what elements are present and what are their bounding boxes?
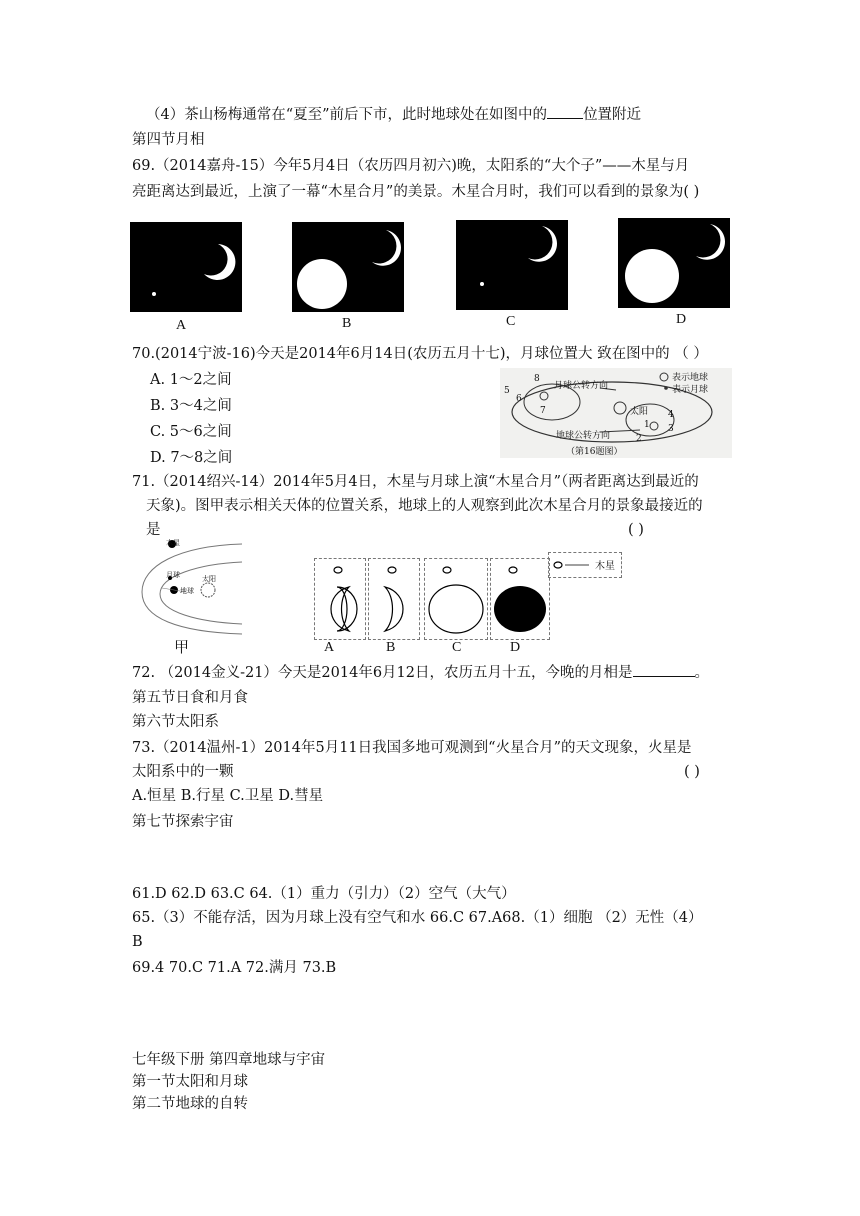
q69-option-c-image (456, 220, 568, 310)
q71-label-a: A (324, 640, 335, 655)
orbit-num-7: 7 (540, 406, 546, 416)
orbit-num-5: 5 (504, 386, 510, 396)
moon-direction: 月球公转方向 (554, 381, 609, 391)
q73-answer-paren: ( ) (684, 764, 700, 780)
legend-earth: 表示地球 (672, 373, 709, 383)
q71-line3: 是 (146, 522, 161, 538)
q70-option-a: A. 1～2之间 (150, 372, 232, 388)
q68-sub4: （4）茶山杨梅通常在“夏至”前后下市，此时地球处在如图中的 位置附近 (146, 104, 641, 125)
orbit-num-6: 6 (516, 394, 522, 404)
orbit-num-2: 2 (636, 434, 642, 444)
orbit-num-1: 1 (644, 420, 650, 430)
q69-label-b: B (342, 316, 352, 331)
q73-options: A.恒星 B.行星 C.卫星 D.彗星 (132, 788, 324, 804)
answer-line: 61.D 62.D 63.C 64.（1）重力（引力）（2）空气（大气） (132, 886, 516, 902)
section-heading: 第五节日食和月食 (132, 690, 248, 706)
q69-line2: 亮距离达到最近，上演了一幕“木星合月”的美景。木星合月时，我们可以看到的景象为( ) (132, 184, 700, 200)
q71-option-a-image (315, 559, 365, 639)
sun-label: 太阳 (630, 407, 649, 417)
section-heading: 第四节月相 (132, 132, 205, 148)
q73-line1: 73.（2014温州-1）2014年5月11日我国多地可观测到“火星合月”的天文现象，火星是 (132, 740, 692, 756)
q69-label-d: D (676, 312, 687, 327)
q71-option-c-image (425, 559, 487, 639)
q71-line1: 71.（2014绍兴-14）2014年5月4日，木星与月球上演“木星合月”（两者距离达到最近的 (132, 474, 699, 490)
moon-label: 月球 (166, 571, 180, 579)
q71-option-a-frame (314, 558, 366, 640)
chapter-title: 七年级下册 第四章地球与宇宙 (132, 1052, 326, 1068)
q71-line2: 天象)。图甲表示相关天体的位置关系，地球上的人观察到此次木星合月的景象最接近的 (146, 498, 703, 514)
q69-option-d-image (618, 218, 730, 308)
answer-line: 69.4 70.C 71.A 72.满月 73.B (132, 960, 337, 976)
legend-moon: 表示月球 (672, 385, 709, 395)
section-heading: 第二节地球的自转 (132, 1096, 248, 1112)
q70-figure (500, 368, 732, 458)
answer-blank (633, 662, 695, 677)
q69-option-b-image (292, 222, 404, 312)
q69-label-a: A (176, 318, 187, 333)
jia-label: 甲 (174, 640, 190, 656)
q73-line2: 太阳系中的一颗 (132, 764, 234, 780)
q71-option-b-image (369, 559, 419, 639)
section-heading: 第七节探索宇宙 (132, 814, 234, 830)
orbit-num-4: 4 (668, 410, 674, 420)
figure-caption: （第16题图） (566, 447, 623, 457)
q71-option-b-frame (368, 558, 420, 640)
q71-option-d-image (491, 559, 549, 639)
sun-label: 太阳 (202, 575, 216, 583)
section-heading: 第六节太阳系 (132, 714, 219, 730)
earth-label: 地球 (180, 587, 194, 595)
q71-option-d-frame (490, 558, 550, 640)
q69-option-a-image (130, 222, 242, 312)
orbit-num-3: 3 (668, 424, 674, 434)
orbit-num-8: 8 (534, 374, 540, 384)
q70-option-c: C. 5～6之间 (150, 424, 232, 440)
q70-option-d: D. 7～8之间 (150, 450, 233, 466)
answer-line: B (132, 934, 143, 950)
q71-label-b: B (386, 640, 396, 655)
q72-line: 72. （2014金义-21）今天是2014年6月12日，农历五月十五，今晚的月相是 。 (132, 662, 709, 683)
answer-blank (547, 104, 583, 119)
reference-label: 木星 (595, 561, 615, 572)
q69-line1: 69.（2014嘉舟-15）今年5月4日（农历四月初六)晚，太阳系的“大个子”——木星与月 (132, 158, 690, 174)
jupiter-label: 木星 (166, 539, 180, 547)
q71-label-d: D (510, 640, 521, 655)
q70-stem: 70.(2014宁波-16)今天是2014年6月14日(农历五月十七)，月球位置大 致在图中的 （ ） (132, 346, 708, 362)
reference-jupiter-icon (549, 553, 589, 577)
q71-reference-frame (548, 552, 622, 578)
q70-option-b: B. 3～4之间 (150, 398, 232, 414)
answer-line: 65.（3）不能存活，因为月球上没有空气和水 66.C 67.A68.（1）细胞 （2）无性（4） (132, 910, 703, 926)
section-heading: 第一节太阳和月球 (132, 1074, 248, 1090)
q69-label-c: C (506, 314, 516, 329)
q71-label-c: C (452, 640, 462, 655)
q71-answer-paren: ( ) (628, 522, 644, 538)
q71-option-c-frame (424, 558, 488, 640)
earth-direction: 地球公转方向 (556, 431, 611, 441)
